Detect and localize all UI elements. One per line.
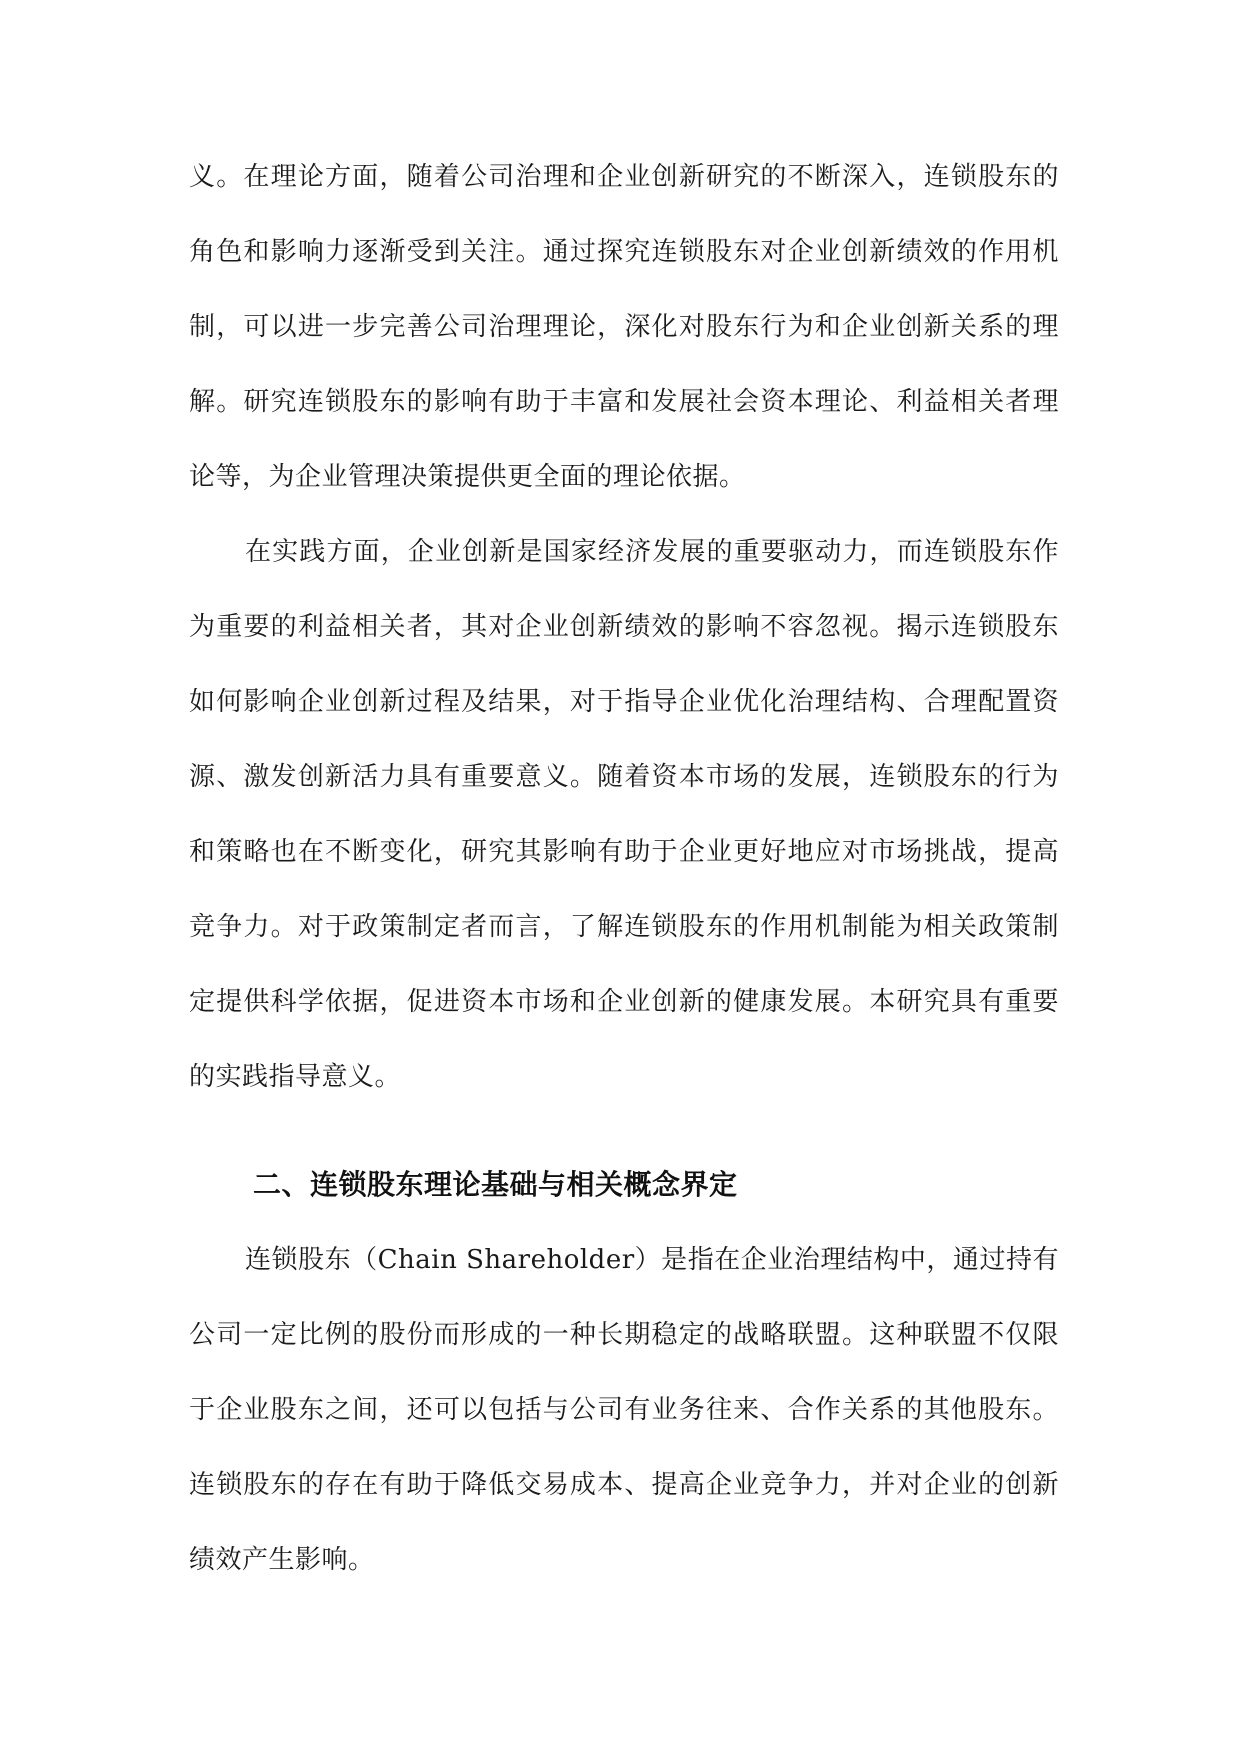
paragraph-theory-significance: 义。在理论方面，随着公司治理和企业创新研究的不断深入，连锁股东的角色和影响力逐渐受到关注。通过探究连锁股东对企业创新绩效的作用机制，可以进一步完善公司治理理论，深化对股东行为和企业创新关系的理解。研究连锁股东的影响有助于丰富和发展社会资本理论、利益相关者理论等，为企业管理决策提供更全面的理论依据。	[189, 162, 1059, 492]
page-content	[189, 140, 1059, 1598]
paragraph-chain-shareholder-definition: 连锁股东（Chain Shareholder）是指在企业治理结构中，通过持有公司一定比例的股份而形成的一种长期稳定的战略联盟。这种联盟不仅限于企业股东之间，还可以包括与公司有业务往来、合作关系的其他股东。连锁股东的存在有助于降低交易成本、提高企业竞争力，并对企业的创新绩效产生影响。	[189, 1245, 1059, 1575]
section-heading: 二、连锁股东理论基础与相关概念界定	[253, 1168, 738, 1201]
paragraph-practice-significance: 在实践方面，企业创新是国家经济发展的重要驱动力，而连锁股东作为重要的利益相关者，其对企业创新绩效的影响不容忽视。揭示连锁股东如何影响企业创新过程及结果，对于指导企业优化治理结构、合理配置资源、激发创新活力具有重要意义。随着资本市场的发展，连锁股东的行为和策略也在不断变化，研究其影响有助于企业更好地应对市场挑战，提高竞争力。对于政策制定者而言，了解连锁股东的作用机制能为相关政策制定提供科学依据，促进资本市场和企业创新的健康发展。本研究具有重要的实践指导意义。	[189, 537, 1059, 1092]
